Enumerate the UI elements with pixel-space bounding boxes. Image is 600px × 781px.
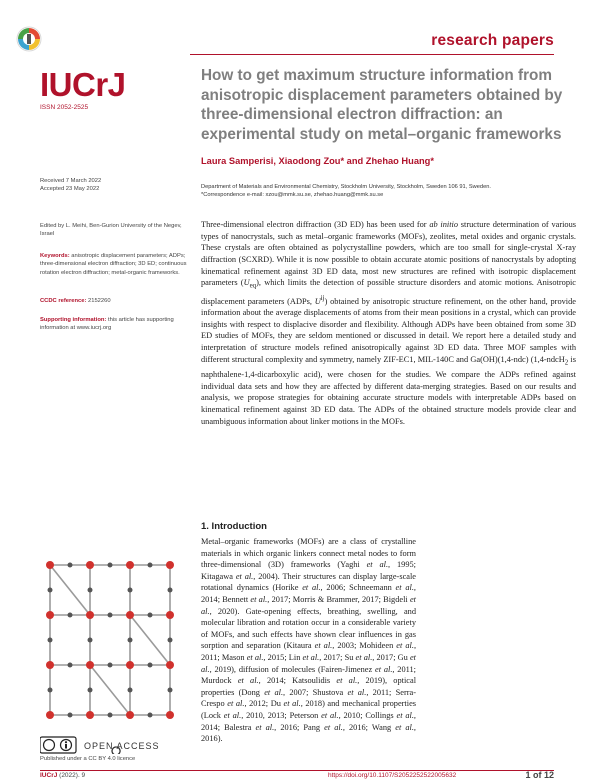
affiliation: Department of Materials and Environmental Chemistry, Stockholm University, Stockholm, Sweden 106 91, Sweden. [201,184,491,190]
crossmark-logo[interactable] [16,26,42,52]
supporting-info-block [40,316,190,333]
supporting-label: Supporting information: [40,317,107,323]
article-authors: Laura Samperisi, Xiaodong Zou* and Zhehao Huang* [201,156,434,166]
footer-rule [40,770,554,771]
editor-note: Edited by L. Meihi, Ben-Gurion University of the Negev, Israel [40,223,182,238]
ccdc-block [40,297,190,305]
section-heading-introduction: 1. Introduction [201,521,267,532]
issn: ISSN 2052-2525 [40,104,89,111]
keywords-block [40,252,190,277]
open-access-text: OPEN ACCESS [84,741,160,751]
keywords-text: anisotropic displacement parameters; ADPs; three-dimensional electron diffraction; 3D ED; continuous rotation electron diffraction; metal-organic frameworks. [40,253,187,276]
received-date: Received 7 March 2022 [40,178,102,184]
footer-citation: IUCrJ (2022). 9 [40,772,86,779]
ccdc-value[interactable]: 2152260 [88,298,111,304]
page-number: 1 of 12 [525,770,554,780]
header-rule [190,54,554,55]
supporting-text[interactable]: this article has supporting information at www.iucrj.org [40,317,174,332]
accepted-date: Accepted 23 May 2022 [40,186,100,193]
journal-logo[interactable]: IUCrJ [40,66,126,103]
introduction-text: Metal–organic frameworks (MOFs) are a class of crystalline materials in which organic linkers connect metal nodes to form three-dimensional (3D) frameworks (Yaghi et al., 1995; Kitagawa et al., 2004). Their structures can display large-scale rotational dynamics (Horike et al., 2006; Schneemann et al., 2014; Bennett et al., 2017; Morris & Brammer, 2017; Bigdeli et al., 2020). Gate-opening effects, breathing, swelling, and molecular libration and rotation occur in a considerable variety of MOFs, and such effects have shown clear influences in gas sorption and separation (Kitaura et al., 2003; Mohideen et al., 2011; Mason et al., 2015; Lin et al., 2017; Su et al., 2017; Gu et al., 2019), diffusion of molecules (Fairen-Jimenez et al., 2011; Murdock et al., 2014; Katsoulidis et al., 2019), optical properties (Dong et al., 2007; Shustova et al., 2011; Serra-Crespo et al., 2012; Du et al., 2018) and mechanical properties (Lock et al., 2010, 2013; Peterson et al., 2010; Collings et al., 2014; Balestra et al., 2016; Pang et al., 2016; Wang et al., 2016). [201,537,417,744]
article-title: How to get maximum structure information from anisotropic displacement parameters obtained by three-dimensional electron diffraction: an experimental study on metal–organic frameworks [201,67,563,143]
mof-structure-figure [30,545,190,745]
license-badges [40,736,190,754]
section-label: research papers [431,32,554,49]
correspondence[interactable]: *Correspondence e-mail: xzou@mmk.su.se, zhehao.huang@mmk.su.se [201,192,384,199]
article-dates [40,177,180,194]
abstract: Three-dimensional electron diffraction (3D ED) has been used for ab initio structure determination of various types of nanocrystals, such as metal–organic frameworks (MOFs), zeolites, metal oxides and organic crystals. These crystals are often obtained as polycrystalline powders, which are too small for single-crystal X-ray diffraction (SCXRD). While it is now possible to obtain accurate atomic positions of nanocrystals by adopting kinematical refinement against 3D ED data, most new structures are refined with isotropic displacement parameters $(U_{eq})$, which limits the detection of possible structure disorders and atomic motions. Anisotropic displacement parameters (ADPs, $U^{ij}$) obtained by anisotropic structure refinement, on the other hand, provide information about the average displacements of atoms from their mean positions in a crystal, which can provide insights with respect to displacive disorder and flexibility. Although ADPs have been obtained from some 3D ED studies of MOFs, they are seldom mentioned or discussed in detail. We report here a detailed study and interpretation of structure models refined anisotropically against 3D ED data. Three MOF samples with different structural complexity and symmetry, namely ZIF-EC1, MIL-140C and Ga(OH)(1,4-ndc) (1,4-ndcH$_2$ is naphthalene-1,4-dicarboxylic acid), were chosen for the studies. We compare the ADPs refined against individual data sets and how they are affected by different data-merging strategies. Based on our results and analysis, we propose strategies for obtaining accurate structure models with interpretable ADPs based on kinematical refinement against 3D ED data. The ADPs of the obtained structure models provide clear and unambiguous information about linker motions in the MOFs. [201,220,577,426]
affiliation-block [201,183,576,199]
license-note: Published under a CC BY 4.0 licence [40,756,136,762]
footer-doi-link[interactable]: https://doi.org/10.1107/S2052252522005632 [328,772,457,779]
cc-by-badge [40,737,76,753]
ccdc-label: CCDC reference: [40,298,87,304]
keywords-label: Keywords: [40,253,70,259]
